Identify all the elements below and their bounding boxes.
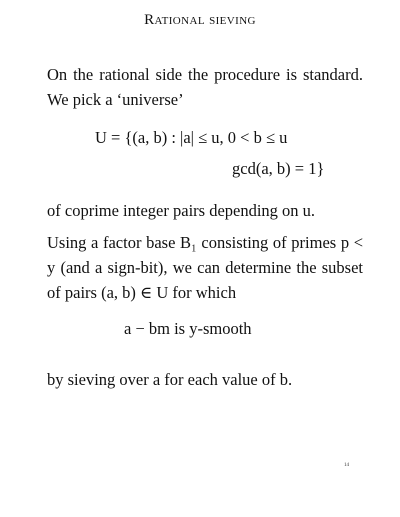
intro-paragraph: On the rational side the procedure is standard. We pick a ‘universe’ bbox=[47, 65, 363, 109]
coprime-paragraph: of coprime integer pairs depending on u. bbox=[47, 201, 316, 220]
universe-formula-line1: U = {(a, b) : |a| ≤ u, 0 < b ≤ u bbox=[95, 128, 288, 147]
universe-formula-line2: gcd(a, b) = 1} bbox=[232, 159, 325, 178]
sieving-paragraph: by sieving over a for each value of b. bbox=[47, 370, 293, 389]
page-number: 14 bbox=[344, 463, 349, 468]
smoothness-formula: a − bm is y-smooth bbox=[124, 319, 252, 338]
factor-base-paragraph: Using a factor base B₁ consisting of primes p < y (and a sign-bit), we can determine the subset of pairs (a, b) ∈ U for which bbox=[47, 233, 363, 302]
page-title: Rational sieving bbox=[144, 12, 256, 28]
